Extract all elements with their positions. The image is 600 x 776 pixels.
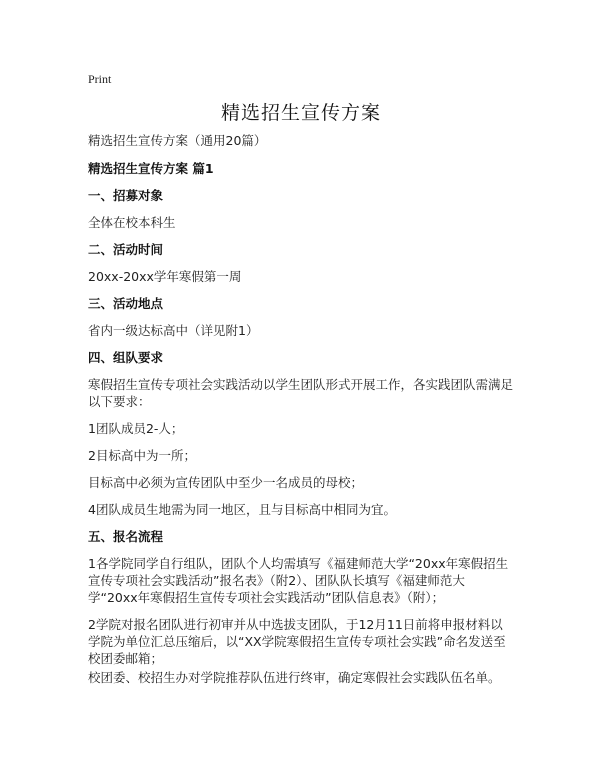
paragraph-team-region: 4团队成员生地需为同一地区，且与目标高中相同为宜。 bbox=[88, 502, 396, 517]
heading-recruitment-target: 一、招募对象 bbox=[88, 188, 164, 203]
document-subtitle: 精选招生宣传方案（通用20篇） bbox=[88, 133, 267, 148]
heading-registration-process: 五、报名流程 bbox=[88, 529, 164, 544]
paragraph-registration-step-3: 校团委、校招生办对学院推荐队伍进行终审，确定寒假社会实践队伍名单。 bbox=[88, 670, 501, 685]
paragraph-target-school-alma-mater: 目标高中必须为宣传团队中至少一名成员的母校； bbox=[88, 475, 364, 490]
section-title: 精选招生宣传方案 篇1 bbox=[88, 161, 214, 176]
paragraph-recruitment-target: 全体在校本科生 bbox=[88, 215, 176, 230]
heading-activity-location: 三、活动地点 bbox=[88, 296, 164, 311]
paragraph-team-requirements-intro: 寒假招生宣传专项社会实践活动以学生团队形式开展工作，各实践团队需满足以下要求： bbox=[88, 377, 514, 409]
paragraph-activity-time: 20xx-20xx学年寒假第一周 bbox=[88, 269, 242, 284]
paragraph-registration-step-1: 1各学院同学自行组队，团队个人均需填写《福建师范大学“20xx年寒假招生宣传专项社会实践活动”报名表》（附2）、团队队长填写《福建师范大学“20xx年寒假招生宣传专项社会实践活动”团队信息表》（附）； bbox=[88, 556, 509, 605]
paragraph-target-school-count: 2目标高中为一所； bbox=[88, 448, 196, 463]
document-title: 精选招生宣传方案 bbox=[220, 102, 381, 124]
paragraph-registration-step-2: 2学院对报名团队进行初审并从中选拔支团队，于12月11日前将申报材料以学院为单位汇总压缩后，以“XX学院寒假招生宣传专项社会实践”命名发送至校团委邮箱； bbox=[88, 617, 506, 666]
heading-team-requirements: 四、组队要求 bbox=[88, 350, 164, 365]
heading-activity-time: 二、活动时间 bbox=[88, 242, 164, 257]
paragraph-activity-location: 省内一级达标高中（详见附1） bbox=[88, 323, 259, 338]
print-label[interactable]: Print bbox=[88, 72, 112, 86]
paragraph-team-size: 1团队成员2-人； bbox=[88, 421, 184, 436]
